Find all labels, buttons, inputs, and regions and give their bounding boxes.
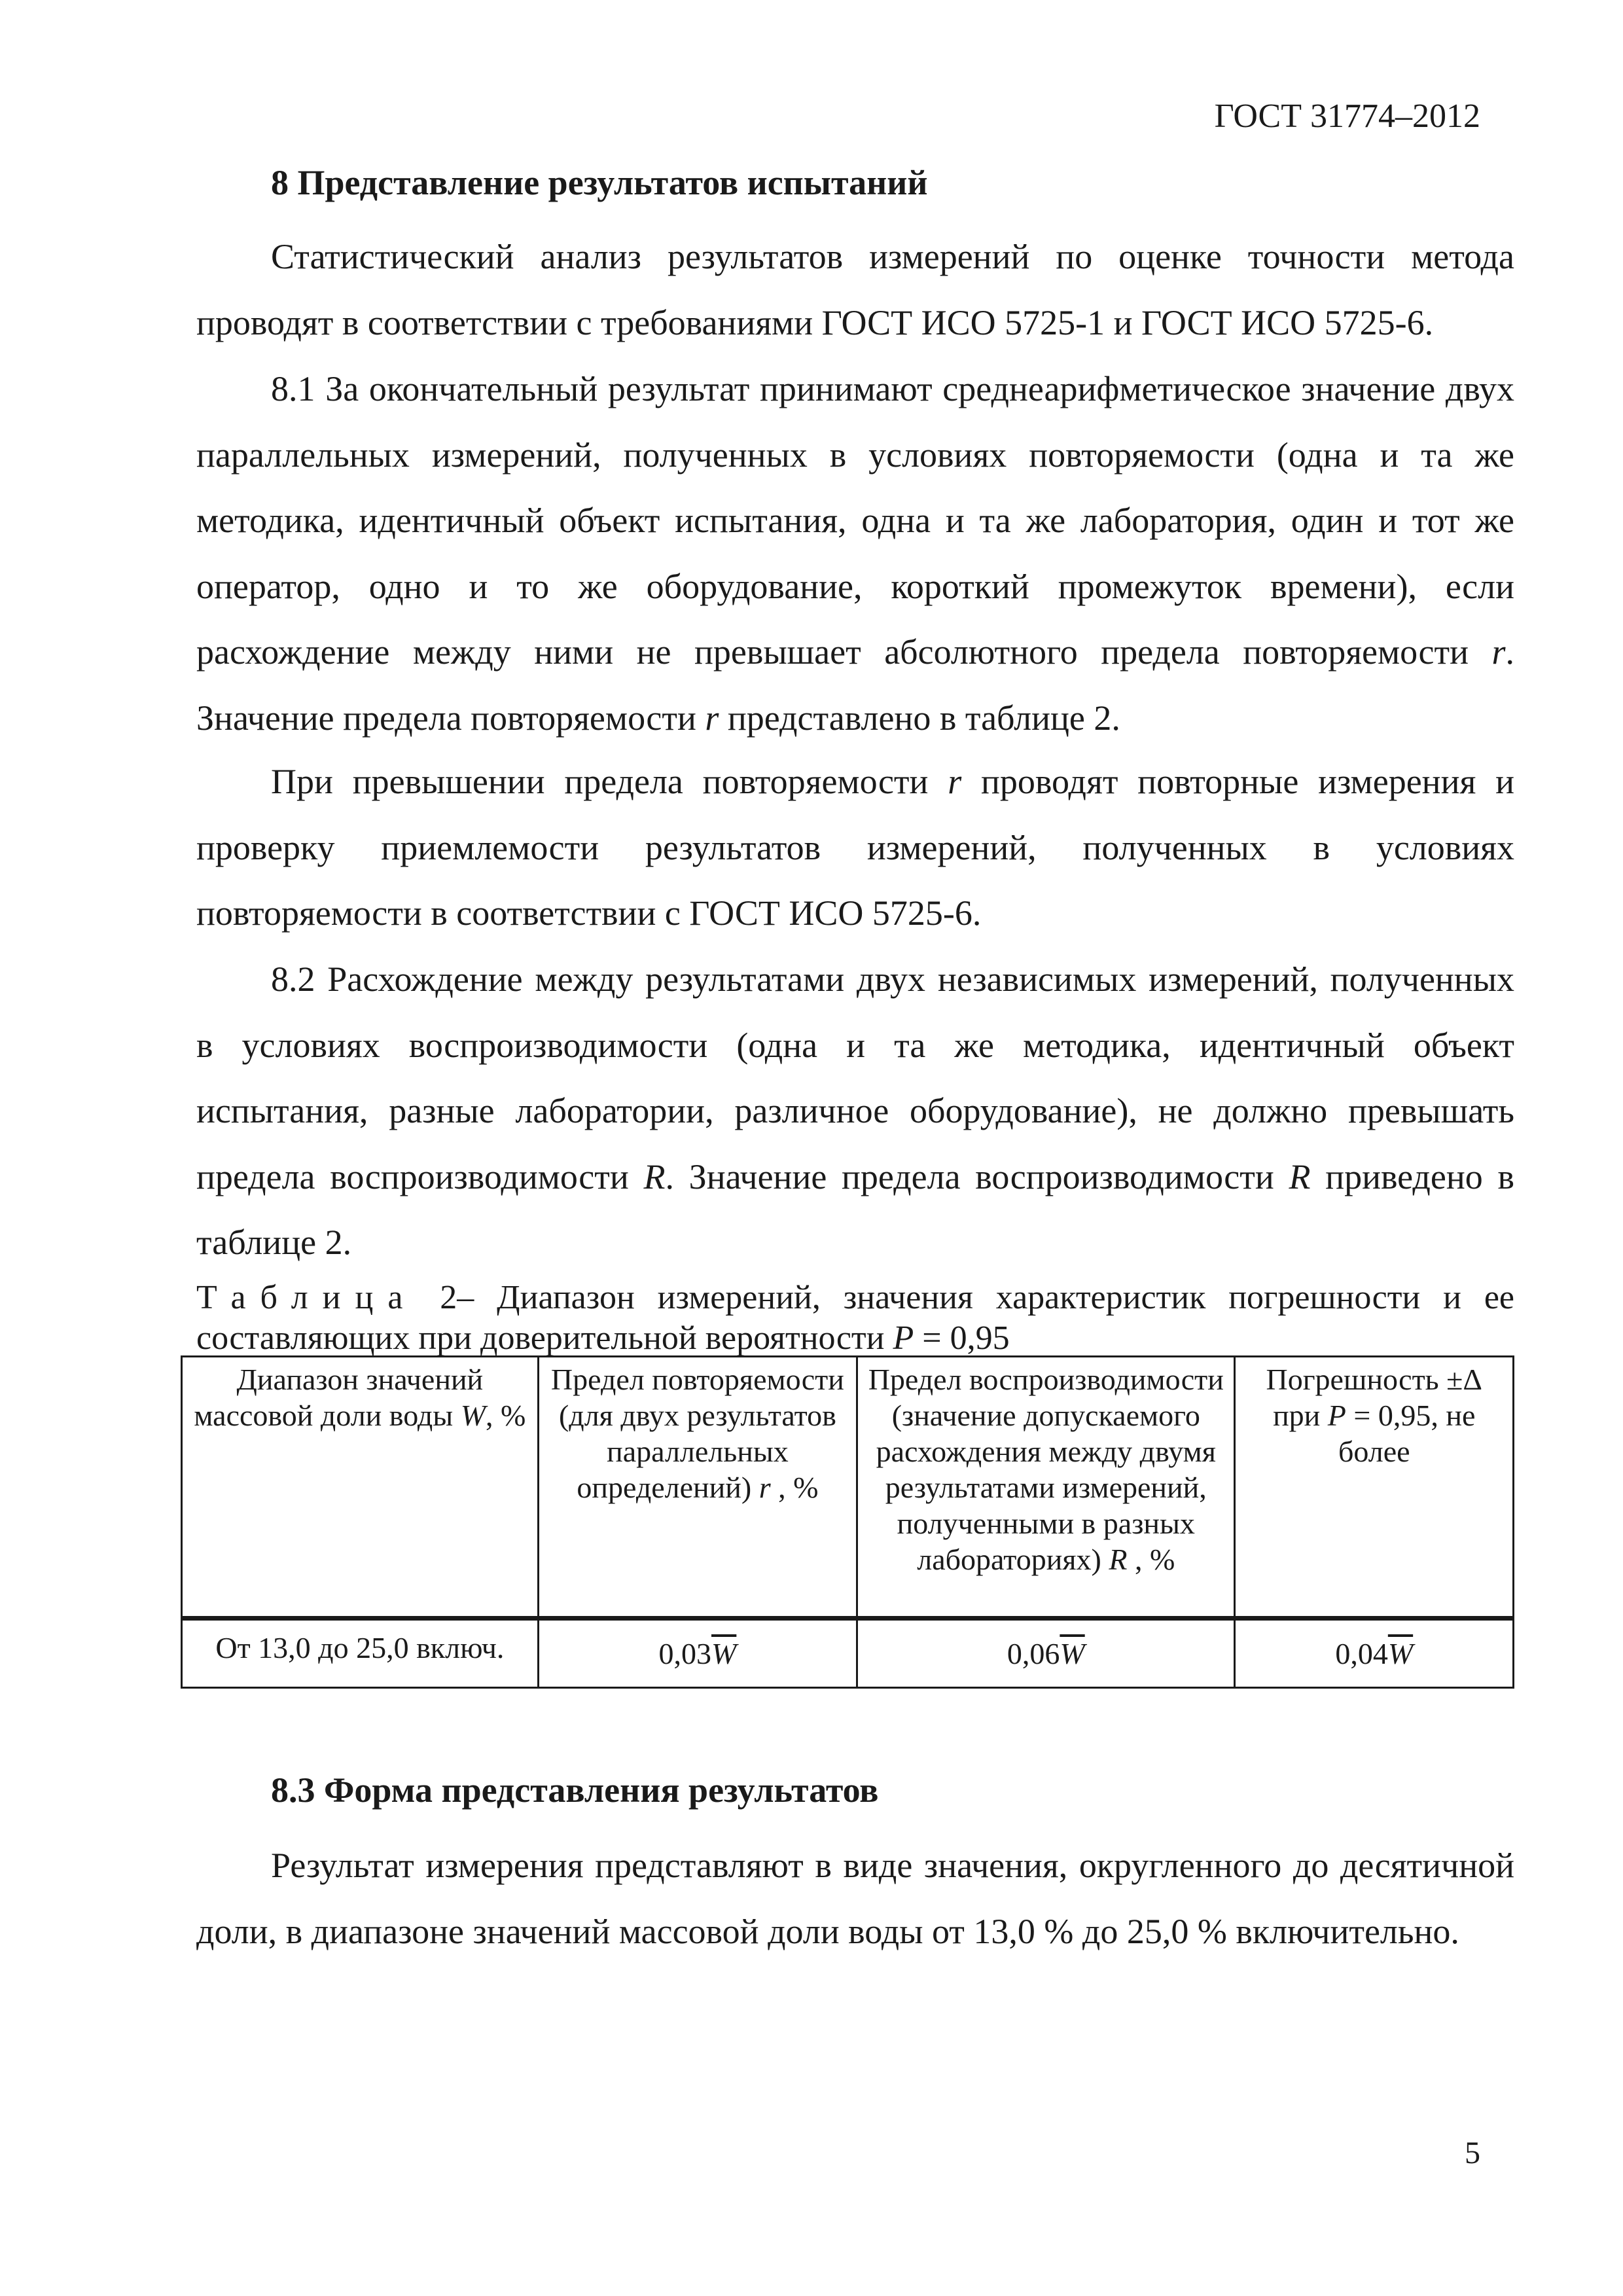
- document-code: ГОСТ 31774–2012: [1214, 98, 1480, 135]
- paragraph-8-1: 8.1 За окончательный результат принимают среднеарифметическое значение двух параллельных измерений, полученных в условиях повторяемости (одна и та же методика, идентичный объект испытания, одна и та же лаборатория, один и тот же оператор, одно и то же оборудование, короткий промежуток времени), если расхождение между ними не превышает абсолютного предела повторяемости r. Значение предела повторяемости r представлено в таблице 2.: [196, 369, 1514, 738]
- table-2-caption: Таблица 2– Диапазон измерений, значения характеристик погрешности и ее составляющих при доверительной вероятности P = 0,95: [196, 1279, 1514, 1357]
- header-repeatability-limit: Предел повторяемости (для двух результатов параллельных определений) r , %: [538, 1357, 857, 1619]
- var-R: R: [1289, 1157, 1311, 1196]
- paragraph-8-3: Результат измерения представляют в виде значения, округленного до десятичной доли, в диапазоне значений массовой доли воды от 13,0 % до 25,0 % включительно.: [196, 1846, 1514, 1951]
- header-reproducibility-limit: Предел воспроизводимости (значение допускаемого расхождения между двумя результатами измерений, полученными в разных лабораториях) R , %: [857, 1357, 1235, 1619]
- paragraph-8-2: 8.2 Расхождение между результатами двух независимых измерений, полученных в условиях воспроизводимости (одна и та же методика, идентичный объект испытания, разные лаборатории, различное оборудование), не должно превышать предела воспроизводимости R. Значение предела воспроизводимости R приведено в таблице 2.: [196, 960, 1514, 1262]
- table-row: [182, 1619, 1514, 1688]
- section-8-3-heading: 8.3 Форма представления результатов: [271, 1770, 879, 1810]
- cell-repeatability: $0,03\overline{W}$: [538, 1619, 857, 1688]
- var-r: r: [948, 762, 962, 801]
- header-error: Погрешность ±Δ при P = 0,95, не более: [1235, 1357, 1514, 1619]
- cell-error: $0,04\overline{W}$: [1235, 1619, 1514, 1688]
- table-header-row: [182, 1357, 1514, 1619]
- table-2: [181, 1355, 1514, 1689]
- var-R: R: [643, 1157, 666, 1196]
- paragraph-intro: Статистический анализ результатов измерений по оценке точности метода проводят в соответствии с требованиями ГОСТ ИСО 5725-1 и ГОСТ ИСО 5725-6.: [196, 237, 1514, 342]
- var-r: r: [705, 698, 719, 738]
- cell-reproducibility: $0,06\overline{W}$: [857, 1619, 1235, 1688]
- table-label: Таблица: [196, 1279, 418, 1316]
- section-8-heading: 8 Представление результатов испытаний: [271, 163, 928, 202]
- page-number: 5: [1465, 2136, 1480, 2170]
- paragraph-exceed-repeatability: При превышении предела повторяемости r проводят повторные измерения и проверку приемлемости результатов измерений, полученных в условиях повторяемости в соответствии с ГОСТ ИСО 5725-6.: [196, 762, 1514, 933]
- cell-range: От 13,0 до 25,0 включ.: [182, 1619, 539, 1688]
- header-range: Диапазон значений массовой доли воды W, %: [182, 1357, 539, 1619]
- var-r: r: [1491, 632, 1506, 672]
